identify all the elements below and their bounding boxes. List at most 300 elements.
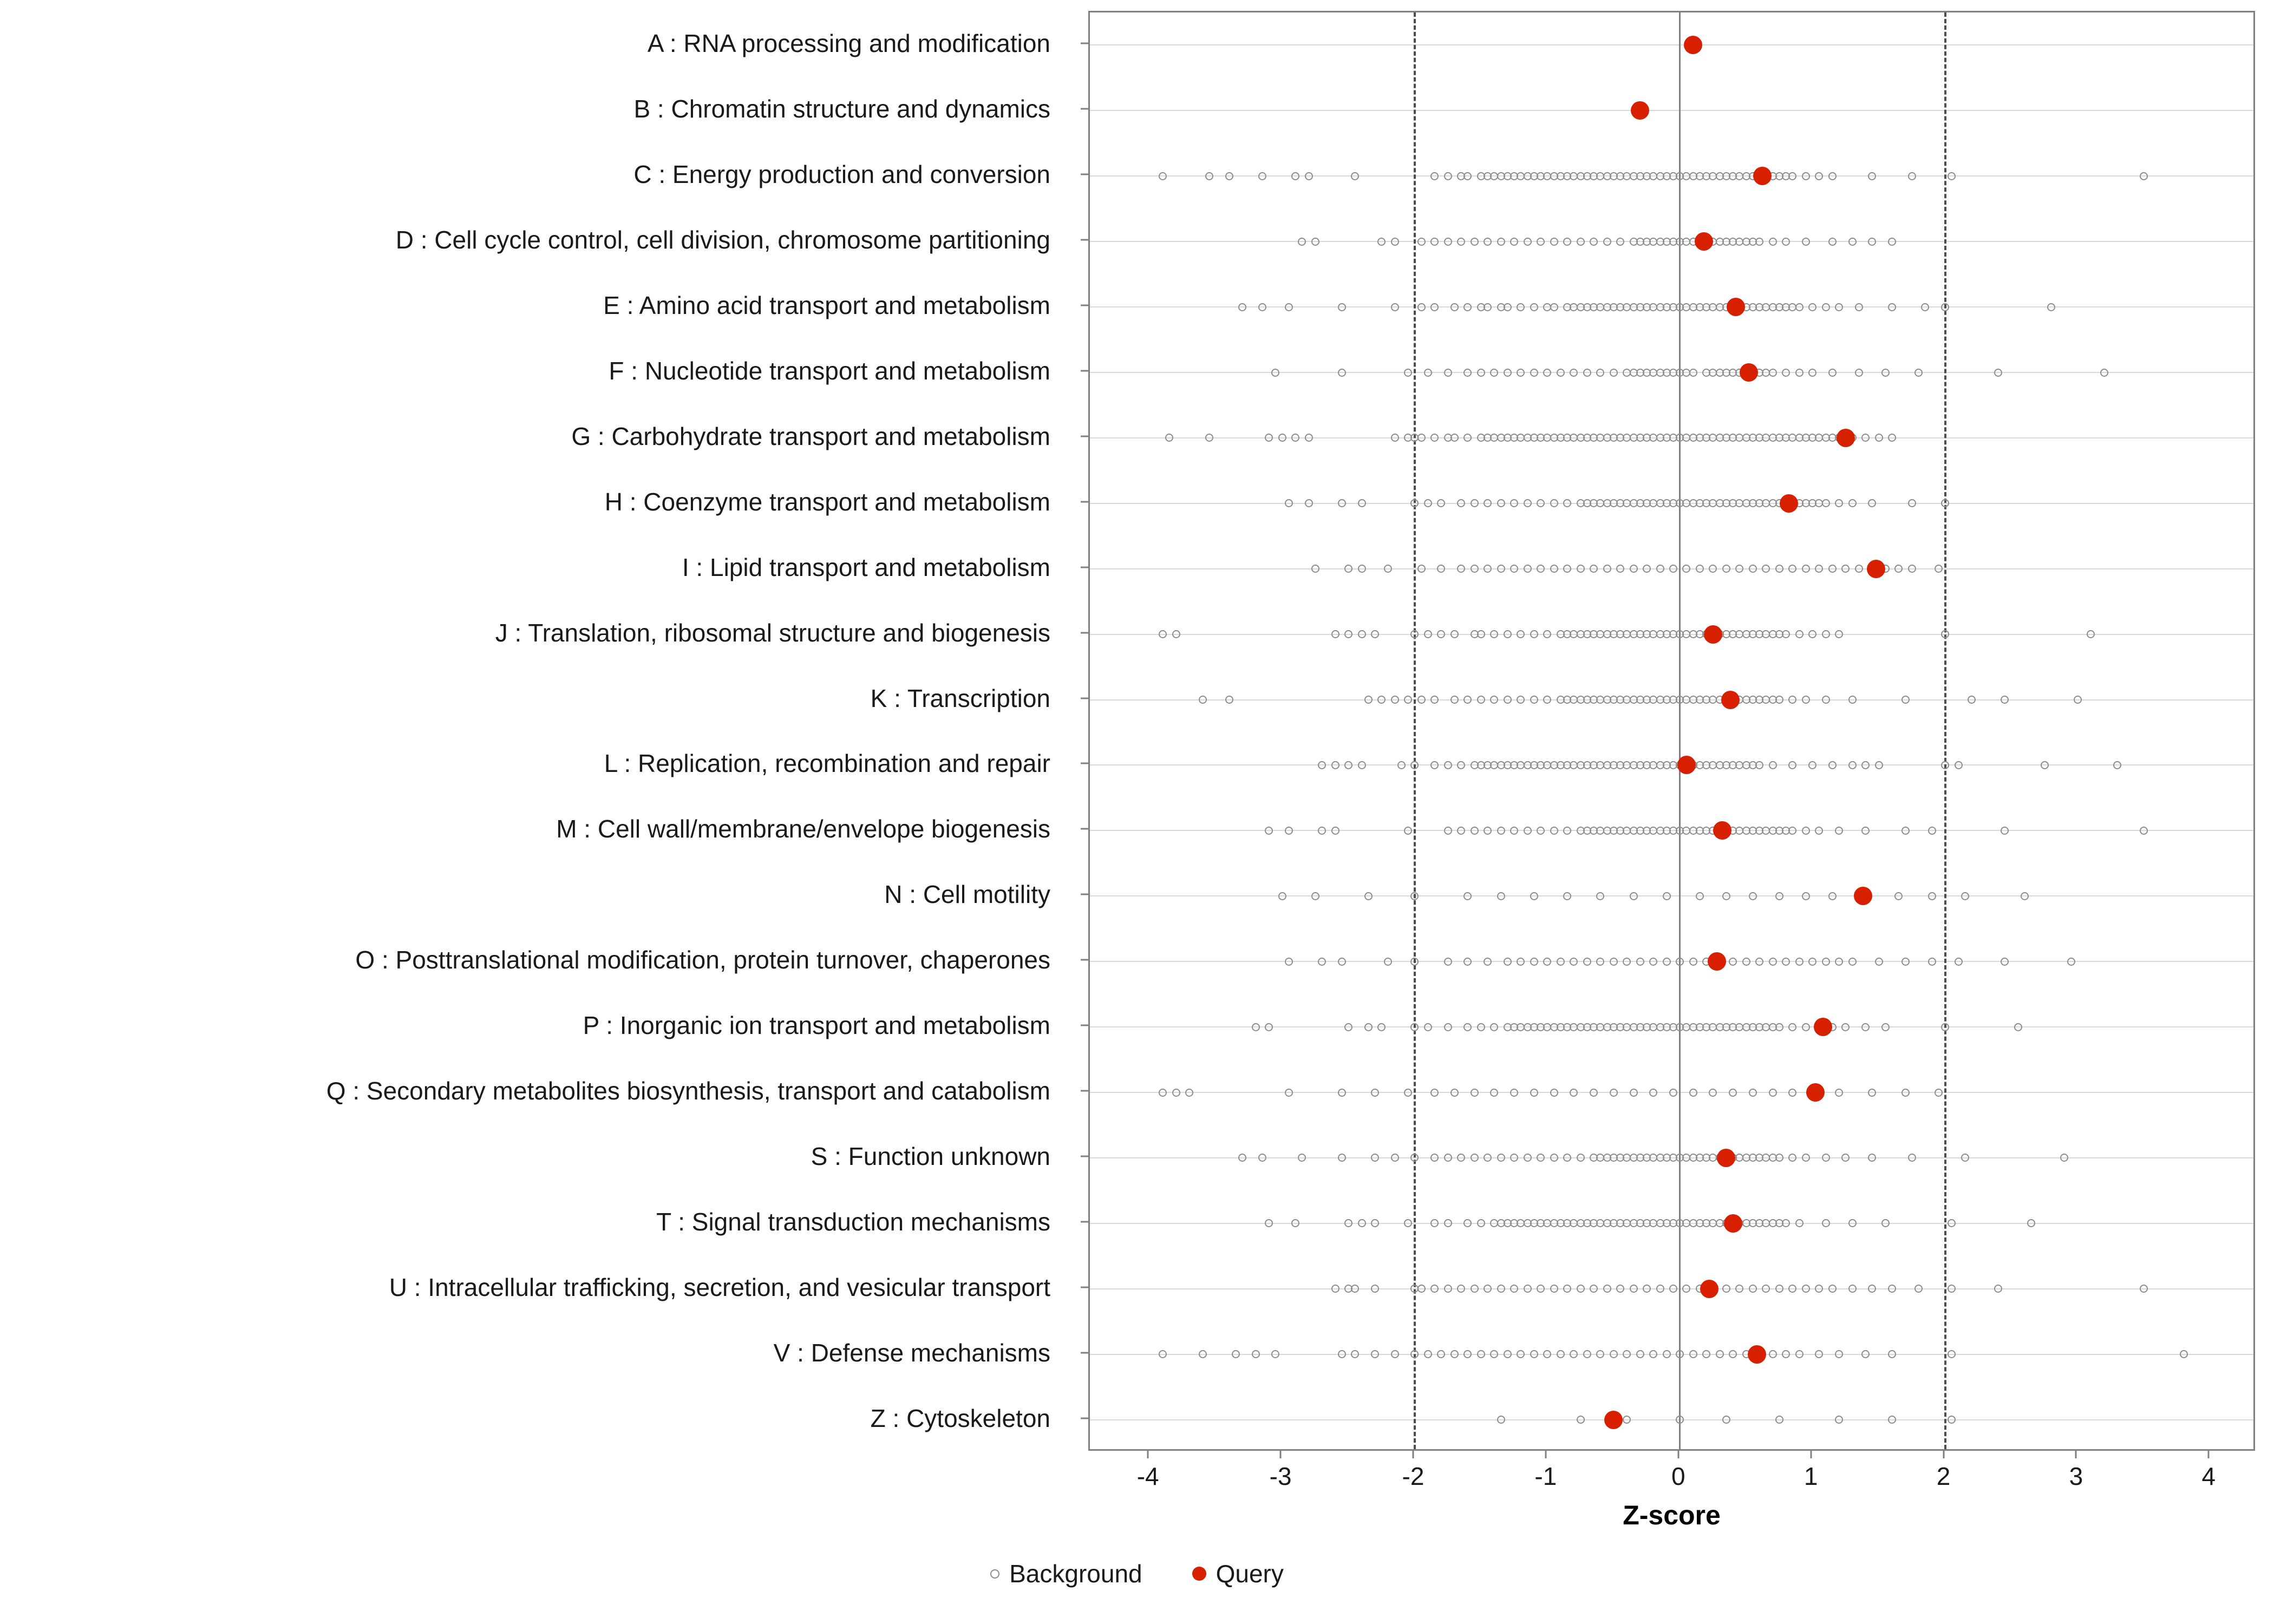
x-axis-tick-label: -2	[1402, 1462, 1424, 1490]
background-point	[1649, 958, 1657, 966]
background-point	[1577, 1285, 1585, 1293]
background-point	[1550, 499, 1558, 507]
background-point	[1808, 630, 1816, 638]
background-point	[1941, 499, 1949, 507]
y-axis-tick	[1081, 108, 1088, 110]
background-point	[1172, 1089, 1180, 1097]
query-point	[1717, 1149, 1735, 1167]
background-point	[1868, 172, 1876, 180]
background-point	[1437, 1350, 1445, 1358]
x-axis-title: Z-score	[1623, 1500, 1721, 1530]
background-point	[1504, 369, 1512, 377]
background-point	[1782, 958, 1790, 966]
background-point	[1570, 958, 1578, 966]
background-point	[1928, 958, 1936, 966]
y-axis-tick	[1081, 305, 1088, 306]
query-point	[1700, 1280, 1718, 1298]
background-point	[1471, 1089, 1479, 1097]
background-point	[1238, 1154, 1246, 1162]
background-point	[1901, 958, 1910, 966]
background-point	[1497, 1285, 1505, 1293]
background-point	[1968, 696, 1976, 704]
y-axis-tick	[1081, 632, 1088, 633]
background-point	[1497, 238, 1505, 246]
background-point	[1948, 1416, 1956, 1424]
background-point	[1484, 238, 1492, 246]
background-point	[1463, 892, 1472, 900]
background-point	[1410, 1023, 1419, 1031]
background-point	[1430, 1089, 1439, 1097]
background-point	[1517, 369, 1525, 377]
background-point	[1530, 696, 1538, 704]
background-point	[1788, 1154, 1796, 1162]
background-point	[1788, 1089, 1796, 1097]
background-point	[1444, 1219, 1452, 1227]
query-point	[1814, 1018, 1832, 1036]
background-point	[1517, 303, 1525, 311]
background-point	[1994, 369, 2002, 377]
background-point	[1510, 1154, 1518, 1162]
background-point	[1881, 1023, 1890, 1031]
background-point	[1563, 827, 1571, 835]
background-point	[1848, 499, 1857, 507]
background-point	[1828, 565, 1837, 573]
background-point	[1377, 696, 1386, 704]
background-point	[1557, 369, 1565, 377]
background-point	[1371, 1285, 1379, 1293]
background-point	[2001, 696, 2009, 704]
background-point	[1404, 369, 1412, 377]
legend-label-background: Background	[1009, 1560, 1142, 1588]
background-point	[1424, 630, 1432, 638]
background-point	[1265, 1023, 1273, 1031]
background-point	[1802, 238, 1810, 246]
background-point	[1510, 1089, 1518, 1097]
background-point	[1450, 1350, 1459, 1358]
background-point	[1517, 1350, 1525, 1358]
background-point	[1430, 1154, 1439, 1162]
background-point	[1888, 434, 1896, 442]
query-point	[1806, 1083, 1825, 1102]
background-point	[1630, 1285, 1638, 1293]
background-point	[1822, 1154, 1830, 1162]
background-point	[1484, 1285, 1492, 1293]
background-point	[1524, 1154, 1532, 1162]
background-point	[1450, 630, 1459, 638]
background-point	[1285, 303, 1293, 311]
y-axis-tick	[1081, 763, 1088, 764]
background-point	[1410, 1154, 1419, 1162]
background-point	[1550, 303, 1558, 311]
query-point	[1727, 298, 1745, 316]
background-point	[1808, 369, 1816, 377]
background-point	[1338, 369, 1346, 377]
background-point	[1530, 369, 1538, 377]
threshold-line	[1944, 12, 1946, 1449]
background-point	[1841, 565, 1850, 573]
background-point	[1769, 1350, 1777, 1358]
x-axis-tick-label: -3	[1269, 1462, 1292, 1490]
background-point	[1358, 761, 1366, 769]
background-point	[1278, 434, 1286, 442]
background-point	[1908, 172, 1916, 180]
background-point	[1331, 827, 1339, 835]
background-point	[1410, 761, 1419, 769]
background-point	[1550, 1154, 1558, 1162]
background-point	[1504, 303, 1512, 311]
background-point	[1490, 1023, 1498, 1031]
background-point	[1868, 499, 1876, 507]
background-point	[1802, 1154, 1810, 1162]
background-point	[1484, 1154, 1492, 1162]
background-point	[1159, 172, 1167, 180]
y-axis-tick	[1081, 1286, 1088, 1288]
background-point	[1417, 1285, 1426, 1293]
background-point	[1835, 1350, 1843, 1358]
background-point	[1888, 1350, 1896, 1358]
y-axis-tick	[1081, 174, 1088, 175]
x-axis-tick-label: 2	[1936, 1462, 1951, 1490]
query-point	[1740, 363, 1758, 382]
background-point	[1795, 369, 1803, 377]
background-point	[1490, 1350, 1498, 1358]
background-point	[1689, 369, 1697, 377]
background-point	[1430, 434, 1439, 442]
background-point	[1391, 1350, 1399, 1358]
background-point	[1463, 1350, 1472, 1358]
background-point	[1265, 434, 1273, 442]
background-point	[1437, 499, 1445, 507]
background-point	[1444, 1023, 1452, 1031]
background-point	[1338, 1154, 1346, 1162]
background-point	[1663, 892, 1671, 900]
plot-panel	[1088, 11, 2255, 1451]
background-point	[1782, 1219, 1790, 1227]
category-label: D : Cell cycle control, cell division, chromosome partitioning	[395, 226, 1050, 254]
background-point	[1630, 892, 1638, 900]
background-point	[1729, 958, 1737, 966]
gridline-horizontal	[1090, 895, 2253, 896]
background-point	[1596, 958, 1604, 966]
x-axis-tick-label: 4	[2201, 1462, 2216, 1490]
background-point	[1199, 696, 1207, 704]
background-point	[1471, 238, 1479, 246]
background-point	[1450, 434, 1459, 442]
background-point	[1875, 434, 1883, 442]
background-point	[1689, 1350, 1697, 1358]
background-point	[1404, 827, 1412, 835]
background-point	[1841, 1154, 1850, 1162]
background-point	[1583, 369, 1591, 377]
background-point	[1524, 565, 1532, 573]
background-point	[1338, 958, 1346, 966]
background-point	[2100, 369, 2108, 377]
background-point	[1351, 172, 1359, 180]
background-point	[1159, 1089, 1167, 1097]
background-point	[1391, 434, 1399, 442]
background-point	[1550, 565, 1558, 573]
background-point	[1775, 1416, 1783, 1424]
background-point	[1497, 565, 1505, 573]
background-point	[1610, 369, 1618, 377]
background-point	[1530, 1350, 1538, 1358]
background-point	[1510, 565, 1518, 573]
background-point	[1709, 565, 1717, 573]
background-point	[1424, 369, 1432, 377]
background-point	[1463, 1219, 1472, 1227]
background-point	[1835, 827, 1843, 835]
background-point	[1848, 958, 1857, 966]
background-point	[1908, 1154, 1916, 1162]
background-point	[1795, 1350, 1803, 1358]
x-axis-tick	[1943, 1451, 1944, 1458]
background-point	[1504, 696, 1512, 704]
background-point	[1861, 434, 1870, 442]
background-point	[1822, 696, 1830, 704]
y-axis-tick	[1081, 1417, 1088, 1419]
category-label: B : Chromatin structure and dynamics	[633, 95, 1050, 123]
background-point	[1291, 1219, 1299, 1227]
background-point	[1908, 499, 1916, 507]
background-point	[1828, 761, 1837, 769]
background-point	[1682, 565, 1690, 573]
background-point	[1318, 958, 1326, 966]
background-point	[1603, 565, 1611, 573]
background-point	[1417, 303, 1426, 311]
background-point	[1775, 1023, 1783, 1031]
background-point	[1855, 565, 1863, 573]
background-point	[1384, 958, 1392, 966]
category-label: M : Cell wall/membrane/envelope biogenesis	[556, 815, 1050, 843]
background-point	[1165, 434, 1173, 442]
background-point	[1463, 958, 1472, 966]
background-point	[1364, 892, 1373, 900]
background-point	[1835, 1416, 1843, 1424]
category-label: N : Cell motility	[884, 880, 1050, 909]
background-point	[1596, 892, 1604, 900]
background-point	[1391, 303, 1399, 311]
y-axis-tick	[1081, 959, 1088, 961]
background-point	[1344, 630, 1352, 638]
category-label: O : Posttranslational modification, protein turnover, chaperones	[355, 946, 1050, 974]
background-point	[1172, 630, 1180, 638]
background-point	[1603, 238, 1611, 246]
background-point	[1504, 630, 1512, 638]
background-point	[1490, 696, 1498, 704]
background-point	[1656, 565, 1664, 573]
query-point	[1704, 625, 1722, 644]
background-point	[1524, 827, 1532, 835]
background-point	[1676, 1350, 1684, 1358]
background-point	[1351, 1285, 1359, 1293]
background-point	[1868, 238, 1876, 246]
background-point	[1371, 1350, 1379, 1358]
background-point	[1457, 827, 1465, 835]
background-point	[1875, 958, 1883, 966]
query-point	[1721, 691, 1740, 709]
background-point	[1610, 958, 1618, 966]
background-point	[1908, 565, 1916, 573]
background-point	[1497, 892, 1505, 900]
background-point	[1616, 1285, 1624, 1293]
background-point	[1590, 565, 1598, 573]
background-point	[1404, 1089, 1412, 1097]
background-point	[1557, 1350, 1565, 1358]
background-point	[1788, 761, 1796, 769]
background-point	[1252, 1350, 1260, 1358]
background-point	[1557, 958, 1565, 966]
background-point	[1417, 565, 1426, 573]
background-point	[1490, 1089, 1498, 1097]
background-point	[1424, 499, 1432, 507]
background-point	[1364, 696, 1373, 704]
background-point	[1444, 958, 1452, 966]
background-point	[1291, 172, 1299, 180]
background-point	[1550, 238, 1558, 246]
y-axis-tick	[1081, 1221, 1088, 1222]
background-point	[1463, 369, 1472, 377]
background-point	[1477, 696, 1485, 704]
background-point	[1941, 303, 1949, 311]
background-point	[1543, 1350, 1551, 1358]
background-point	[1577, 1154, 1585, 1162]
background-point	[1577, 565, 1585, 573]
background-point	[1437, 565, 1445, 573]
background-point	[1377, 1023, 1386, 1031]
background-point	[1543, 630, 1551, 638]
background-point	[1689, 958, 1697, 966]
background-point	[2060, 1154, 2068, 1162]
background-point	[1802, 696, 1810, 704]
background-point	[1457, 1154, 1465, 1162]
background-point	[1828, 1285, 1837, 1293]
background-point	[1258, 303, 1266, 311]
query-point	[1604, 1411, 1623, 1429]
background-point	[1391, 696, 1399, 704]
background-point	[1888, 1285, 1896, 1293]
background-point	[2140, 1285, 2148, 1293]
background-point	[1344, 1219, 1352, 1227]
background-point	[1755, 238, 1763, 246]
background-point	[1444, 369, 1452, 377]
background-point	[1577, 238, 1585, 246]
background-point	[1828, 238, 1837, 246]
background-point	[1484, 565, 1492, 573]
background-point	[1444, 761, 1452, 769]
background-point	[1444, 172, 1452, 180]
background-point	[1769, 238, 1777, 246]
x-axis-tick	[1545, 1451, 1546, 1458]
background-point	[1424, 1023, 1432, 1031]
background-point	[1318, 827, 1326, 835]
background-point	[1484, 499, 1492, 507]
background-point	[1749, 892, 1757, 900]
background-point	[1795, 1219, 1803, 1227]
background-point	[1477, 1350, 1485, 1358]
x-axis-tick	[1412, 1451, 1414, 1458]
background-point	[1417, 238, 1426, 246]
x-axis-tick-label: -4	[1136, 1462, 1159, 1490]
x-axis-tick	[1147, 1451, 1149, 1458]
legend-label-query: Query	[1216, 1560, 1284, 1588]
gridline-horizontal	[1090, 961, 2253, 962]
background-point	[1815, 827, 1823, 835]
background-point	[1643, 565, 1651, 573]
background-point	[1563, 892, 1571, 900]
background-point	[1822, 958, 1830, 966]
background-point	[1630, 565, 1638, 573]
y-axis-tick	[1081, 239, 1088, 241]
background-point	[1868, 1089, 1876, 1097]
y-axis-tick	[1081, 501, 1088, 502]
background-point	[1848, 696, 1857, 704]
background-point	[1802, 827, 1810, 835]
background-point	[1258, 1154, 1266, 1162]
background-point	[1550, 1089, 1558, 1097]
background-point	[1722, 1285, 1730, 1293]
background-point	[1815, 1285, 1823, 1293]
background-point	[1623, 958, 1631, 966]
background-point	[1722, 1416, 1730, 1424]
background-point	[1802, 892, 1810, 900]
background-point	[1397, 761, 1406, 769]
background-point	[1344, 1023, 1352, 1031]
background-point	[1537, 827, 1545, 835]
background-point	[1762, 1285, 1770, 1293]
legend-item-query	[1192, 1559, 1284, 1588]
background-point	[1828, 172, 1837, 180]
background-point	[1358, 630, 1366, 638]
background-point	[1404, 696, 1412, 704]
background-point	[1590, 1089, 1598, 1097]
background-point	[1159, 630, 1167, 638]
background-point	[1749, 1089, 1757, 1097]
background-point	[1828, 369, 1837, 377]
background-point	[1722, 565, 1730, 573]
background-point	[1682, 1285, 1690, 1293]
x-axis-tick-label: 1	[1803, 1462, 1818, 1490]
gridline-horizontal	[1090, 110, 2253, 111]
background-point	[1537, 1285, 1545, 1293]
y-axis-tick	[1081, 697, 1088, 699]
background-point	[1463, 1023, 1472, 1031]
background-point	[1855, 369, 1863, 377]
background-point	[1524, 499, 1532, 507]
background-point	[1524, 1285, 1532, 1293]
background-point	[1848, 238, 1857, 246]
background-point	[1384, 565, 1392, 573]
background-point	[1377, 238, 1386, 246]
background-point	[2027, 1219, 2035, 1227]
background-point	[1338, 303, 1346, 311]
background-point	[1517, 630, 1525, 638]
background-point	[1410, 499, 1419, 507]
background-point	[1875, 761, 1883, 769]
background-point	[1729, 1089, 1737, 1097]
background-point	[1265, 827, 1273, 835]
background-point	[1861, 1350, 1870, 1358]
background-point	[2113, 761, 2121, 769]
background-point	[1802, 1023, 1810, 1031]
background-point	[1457, 1285, 1465, 1293]
query-point	[1631, 101, 1649, 120]
background-point	[1955, 958, 1963, 966]
background-point	[1663, 958, 1671, 966]
background-point	[1623, 1350, 1631, 1358]
background-point	[1841, 1023, 1850, 1031]
background-point	[1225, 172, 1233, 180]
background-point	[1563, 1285, 1571, 1293]
